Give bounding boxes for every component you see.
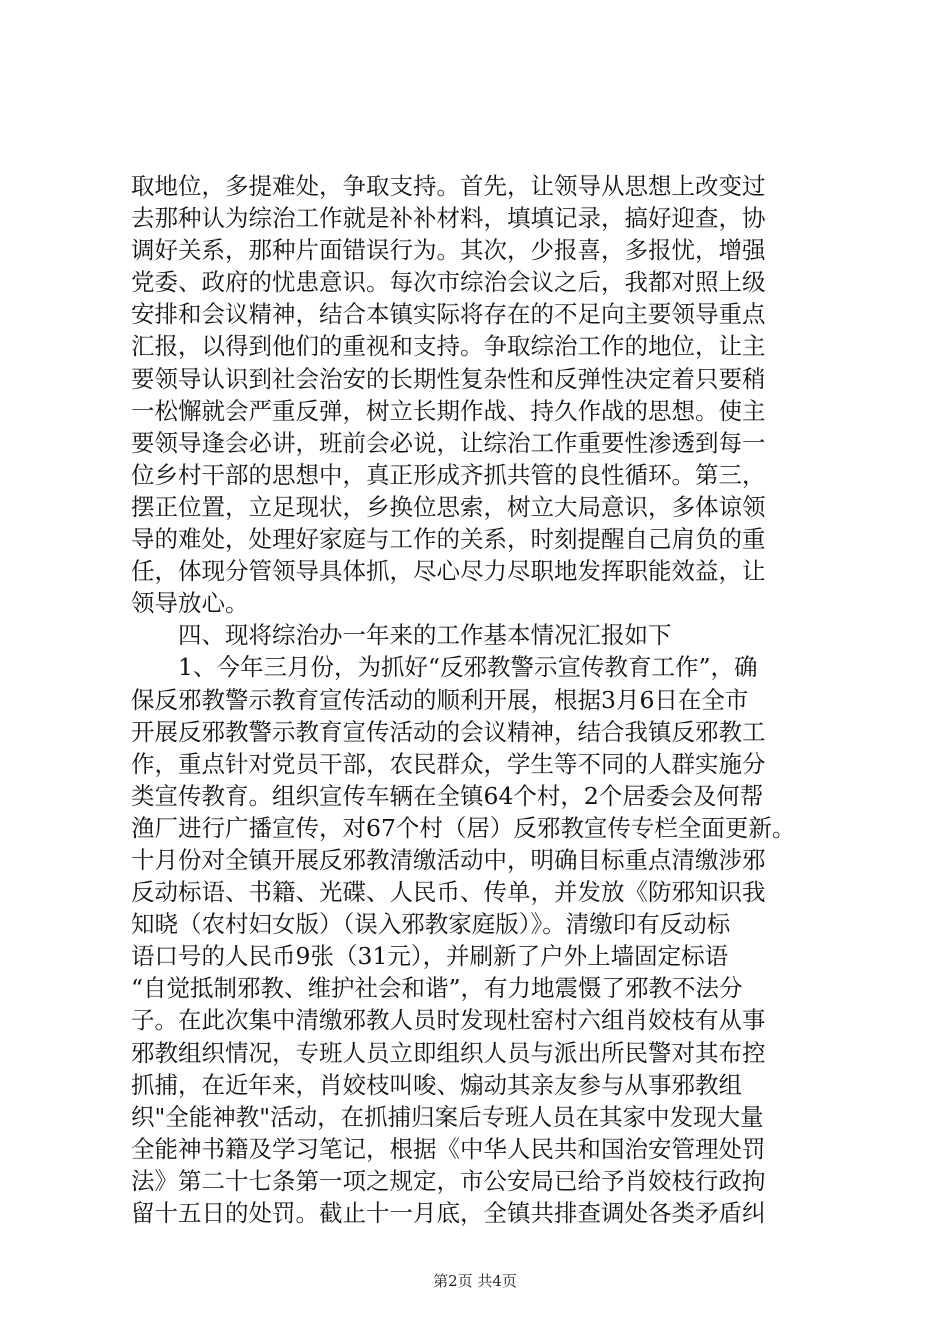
text-line: 保反邪教警示教育宣传活动的顺利开展，根据3月6日在全市	[131, 685, 749, 714]
text-line: 去那种认为综治工作就是补补材料，填填记录，搞好迎查，协	[131, 204, 766, 233]
text-line: 位乡村干部的思想中，真正形成齐抓共管的良性循环。第三，	[131, 460, 766, 489]
text-line: 抓捕，在近年来，肖姣枝叫唆、煽动其亲友参与从事邪教组	[131, 1070, 742, 1099]
text-line: 十月份对全镇开展反邪教清缴活动中，明确目标重点清缴涉邪	[131, 845, 766, 874]
text-line: 领导放心。	[131, 589, 249, 618]
text-line: 要领导逢会必讲，班前会必说，让综治工作重要性渗透到每一	[131, 428, 766, 457]
text-line: 开展反邪教警示教育宣传活动的会议精神，结合我镇反邪教工	[131, 717, 766, 746]
text-line: “自觉抵制邪教、维护社会和谐”，有力地震慑了邪教不法分	[131, 974, 743, 1003]
text-line: 取地位，多提难处，争取支持。首先，让领导从思想上改变过	[131, 172, 766, 200]
text-line: 1、今年三月份，为抓好“反邪教警示宣传教育工作”，确	[131, 653, 758, 682]
text-line: 作，重点针对党员干部，农民群众，学生等不同的人群实施分	[131, 749, 766, 778]
text-line: 渔厂进行广播宣传，对67个村（居）反邪教宣传专栏全面更新。	[131, 813, 796, 842]
text-line: 语口号的人民币9张（31元），并刷新了户外上墙固定标语	[131, 942, 729, 971]
text-line: 要领导认识到社会治安的长期性复杂性和反弹性决定着只要稍	[131, 364, 766, 393]
text-line: 调好关系，那种片面错误行为。其次，少报喜，多报忧，增强	[131, 236, 766, 265]
page-footer: 第2页 共4页	[433, 1272, 517, 1290]
text-line: 导的难处，处理好家庭与工作的关系，时刻提醒自己肩负的重	[131, 525, 766, 554]
text-line: 织"全能神教"活动，在抓捕归案后专班人员在其家中发现大量	[131, 1102, 764, 1131]
document-body	[131, 170, 831, 1229]
text-line: 子。在此次集中清缴邪教人员时发现杜窑村六组肖姣枝有从事	[131, 1006, 766, 1035]
text-line: 一松懈就会严重反弹，树立长期作战、持久作战的思想。使主	[131, 396, 766, 425]
text-line: 邪教组织情况，专班人员立即组织人员与派出所民警对其布控	[131, 1038, 766, 1067]
text-line: 反动标语、书籍、光碟、人民币、传单，并发放《防邪知识我	[131, 878, 766, 907]
text-line: 全能神书籍及学习笔记，根据《中华人民共和国治安管理处罚	[131, 1134, 766, 1163]
text-line: 汇报，以得到他们的重视和支持。争取综治工作的地位，让主	[131, 332, 766, 361]
text-line: 留十五日的处罚。截止十一月底，全镇共排查调处各类矛盾纠	[131, 1199, 766, 1227]
text-line: 摆正位置，立足现状，乡换位思索，树立大局意识，多体谅领	[131, 492, 766, 521]
text-line: 类宣传教育。组织宣传车辆在全镇64个村，2个居委会及何帮	[131, 781, 764, 810]
text-line: 知晓（农村妇女版）（误入邪教家庭版）》。清缴印有反动标	[131, 910, 731, 939]
text-line: 法》第二十七条第一项之规定，市公安局已给予肖姣枝行政拘	[131, 1166, 766, 1195]
text-line: 党委、政府的忧患意识。每次市综治会议之后，我都对照上级	[131, 268, 766, 297]
text-line: 安排和会议精神，结合本镇实际将存在的不足向主要领导重点	[131, 300, 766, 329]
text-line: 任，体现分管领导具体抓，尽心尽力尽职地发挥职能效益，让	[131, 557, 766, 586]
text-line: 四、现将综治办一年来的工作基本情况汇报如下	[131, 621, 672, 650]
